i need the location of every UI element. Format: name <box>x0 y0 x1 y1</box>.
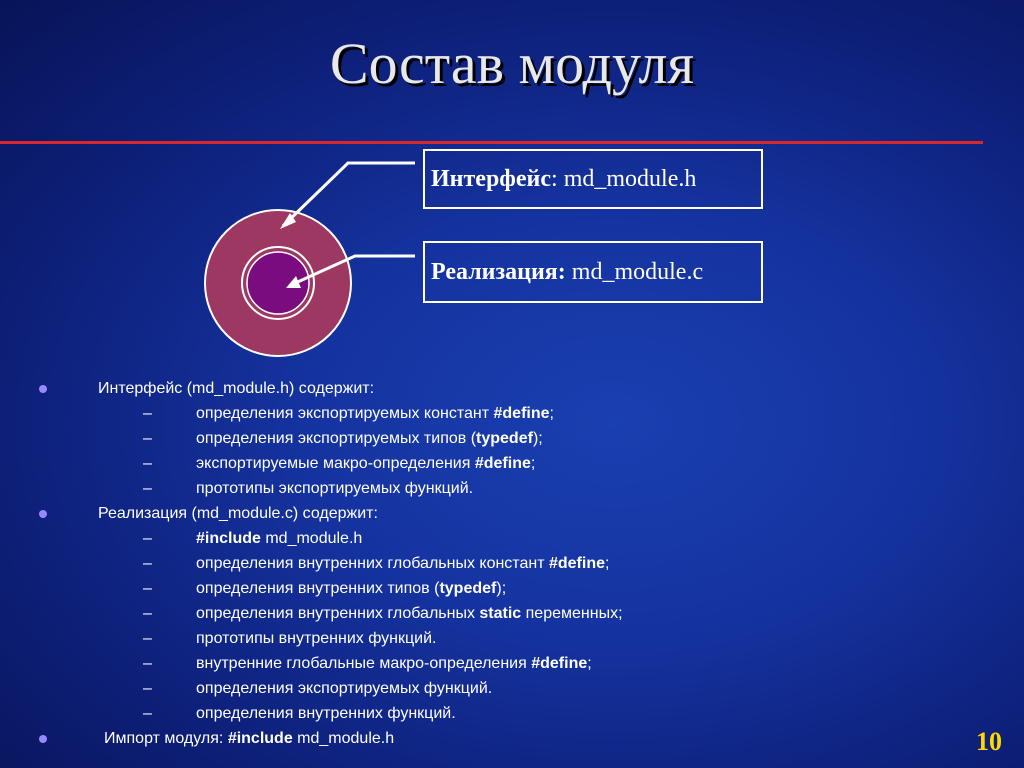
dash-marker: – <box>143 705 152 722</box>
sub-item-keyword: #define <box>493 405 550 422</box>
sub-item-pre: внутренние глобальные макро-определения <box>196 655 532 672</box>
import-pre: Импорт модуля: <box>104 730 228 747</box>
sub-list-item <box>0 676 1024 701</box>
implementation-heading: Реализация (md_module.c) содержит: <box>98 505 378 522</box>
sub-list-item <box>0 426 1024 451</box>
sub-item-text <box>196 476 473 501</box>
interface-file: md_module.h <box>557 165 697 192</box>
dash-marker: – <box>143 580 152 597</box>
import-keyword: #include <box>227 730 293 747</box>
dash-marker: – <box>143 655 152 672</box>
list-item <box>0 501 1024 526</box>
sub-item-keyword: #include <box>196 530 261 547</box>
dash-marker: – <box>143 405 152 422</box>
sub-item-post: ; <box>604 555 610 572</box>
sub-item-text <box>196 626 437 651</box>
sub-item-pre: определения внутренних глобальных констант <box>196 555 549 572</box>
sub-item-text <box>196 526 362 551</box>
bullet-list <box>0 376 1024 751</box>
sub-item-text <box>196 551 609 576</box>
inner-core <box>247 252 309 314</box>
sub-list-item <box>0 651 1024 676</box>
impl-file: md_module.c <box>565 258 704 285</box>
sub-item-text <box>196 426 543 451</box>
bullet-icon <box>39 510 47 518</box>
sub-item-pre: определения экспортируемых функций. <box>196 680 493 697</box>
sub-item-post: ); <box>532 430 543 447</box>
interface-heading: Интерфейс (md_module.h) содержит: <box>98 380 375 397</box>
sub-item-keyword: typedef <box>476 430 533 447</box>
dash-marker: – <box>143 480 152 497</box>
slide-title: Состав модуля <box>329 31 695 96</box>
sub-list-item <box>0 476 1024 501</box>
sub-item-pre: определения экспортируемых констант <box>196 405 494 422</box>
list-item <box>0 726 1024 751</box>
interface-label-box <box>423 149 763 209</box>
bullet-icon <box>39 735 47 743</box>
list-item <box>0 376 1024 401</box>
sub-item-post: ; <box>530 455 536 472</box>
dash-marker: – <box>143 630 152 647</box>
bullet-icon <box>39 385 47 393</box>
sub-item-pre: экспортируемые макро-определения <box>196 455 475 472</box>
impl-label: Реализация: <box>431 258 566 285</box>
sub-list-item <box>0 576 1024 601</box>
sub-list-item <box>0 701 1024 726</box>
dash-marker: – <box>143 680 152 697</box>
dash-marker: – <box>143 605 152 622</box>
sub-item-pre: определения внутренних глобальных <box>196 605 480 622</box>
sub-list-item <box>0 526 1024 551</box>
import-line <box>104 726 394 751</box>
sub-item-text <box>196 701 456 726</box>
sub-item-text <box>196 576 506 601</box>
sub-list-item <box>0 626 1024 651</box>
page-number: 10 <box>976 727 1002 756</box>
sub-item-pre: прототипы экспортируемых функций. <box>196 480 474 497</box>
sub-item-text <box>196 601 623 626</box>
sub-item-text <box>196 651 592 676</box>
interface-label: Интерфейс <box>431 165 552 192</box>
sub-list-item <box>0 551 1024 576</box>
sub-item-post: ); <box>496 580 507 597</box>
sub-item-keyword: #define <box>531 655 588 672</box>
sub-item-pre: определения внутренних функций. <box>196 705 456 722</box>
sub-item-text <box>196 401 554 426</box>
impl-label-box <box>423 241 763 303</box>
sub-list-item <box>0 601 1024 626</box>
sub-item-post: переменных; <box>521 605 623 622</box>
sub-item-pre: прототипы внутренних функций. <box>196 630 437 647</box>
interface-separator: : <box>551 165 558 192</box>
sub-item-pre: определения экспортируемых типов ( <box>196 430 477 447</box>
sub-list-item <box>0 451 1024 476</box>
sub-item-keyword: #define <box>548 555 605 572</box>
sub-item-post: ; <box>549 405 554 422</box>
dash-marker: – <box>143 455 152 472</box>
sub-item-text <box>196 676 492 701</box>
sub-item-keyword: static <box>479 605 522 622</box>
dash-marker: – <box>143 555 152 572</box>
sub-item-pre: определения внутренних типов ( <box>196 580 440 597</box>
sub-item-text <box>196 451 535 476</box>
sub-item-keyword: typedef <box>439 580 497 597</box>
sub-item-post: md_module.h <box>260 530 363 547</box>
dash-marker: – <box>143 530 152 547</box>
import-post: md_module.h <box>292 730 395 747</box>
dash-marker: – <box>143 430 152 447</box>
sub-item-post: ; <box>587 655 592 672</box>
sub-list-item <box>0 401 1024 426</box>
sub-item-keyword: #define <box>474 455 531 472</box>
